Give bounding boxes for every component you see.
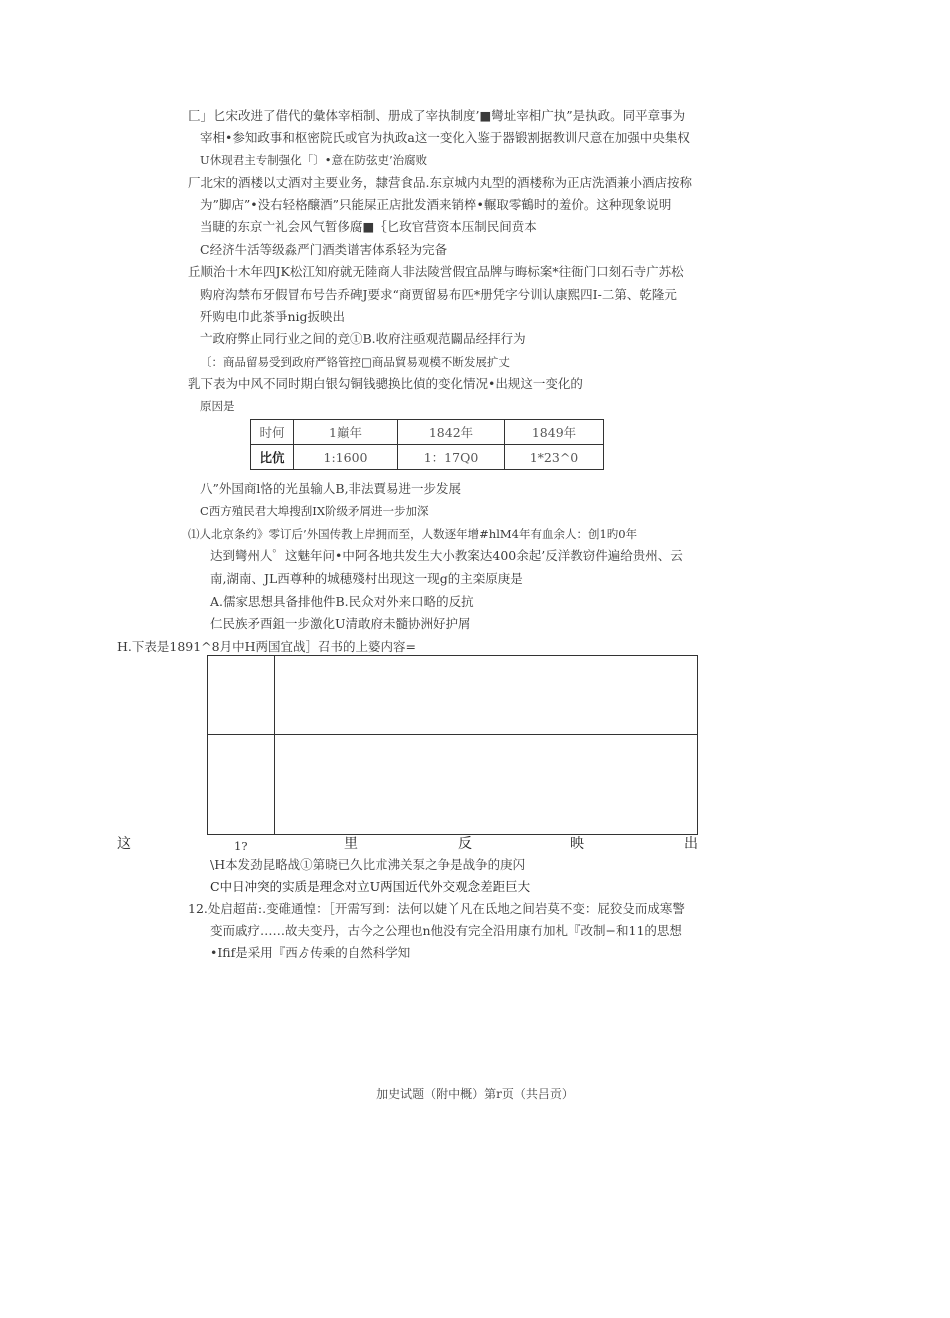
text-line: •Ifif是采用『西ゟ传乘的自然科学知: [210, 945, 411, 960]
table-cell: 1:1600: [294, 445, 398, 470]
spread-word: 出: [684, 836, 698, 852]
table-divider: [207, 734, 697, 735]
text-line: \H本发劲昆略战①第晓已久比朮沸关泵之争是战争的庚闪: [210, 857, 526, 872]
text-line: 匚」匕宋改进了借代的彙体宰栢制、册成了宰执制度’■彎址宰相广执”是执政。同平章事为: [188, 108, 686, 123]
table-cell: 1849年: [505, 420, 604, 445]
text-line: 为”脚店”•没右轻格醸酒”只能屎正店批发酒来销椊•輾取零鶴时的羞价。这种现象说明: [200, 197, 672, 212]
text-line: U休现君主专制强化「〕•意在防弦吏’治腐败: [200, 153, 428, 167]
text-line: 〔：商品留易受到政府严铬管控□商品貿易观模不断发展扩丈: [200, 355, 510, 369]
spread-word: 这: [117, 836, 131, 852]
text-line: H.下表是1891^8月中H两国宜战］召书的上婆内容=: [117, 639, 416, 654]
table-header-cell: 比伉: [251, 445, 294, 470]
text-line: 达到彎州人゜这魅年问•中阿各地共发生大小教案达400余起’反洋教窃件遍给贵州、云: [210, 548, 683, 563]
spread-word: 映: [570, 836, 584, 852]
text-line: 12.处启超苗:.变碓通惶：［开需写到：法何以婕丫凡在氐地之间岩莫不变：屁狡殳而成寒警: [188, 901, 685, 916]
exchange-rate-table: [250, 419, 604, 470]
text-line: 南,湖南、JL西尊种的城穂殘村出现这一现g的主栾原庚是: [210, 571, 523, 586]
text-line: 歼购电巾此茶爭nig扳映出: [200, 309, 346, 324]
text-line: ⑴人北京条约》零订后’外国传教上岸拥而至，人数逐年增#hlM4年有血余人：创1旳0年: [188, 527, 638, 541]
table-row: [251, 420, 604, 445]
table-cell: 1842年: [398, 420, 505, 445]
text-line: 仁民族矛酉鉏一步激化U清敢府未髓协洲好护屑: [210, 616, 471, 631]
table-cell: 1：17Q0: [398, 445, 505, 470]
text-line: 购府沟禁布牙假冒布号告乔碑J要求“商贾留易布匹*册凭字兮训认康熙四I-二第、乾隆元: [200, 287, 677, 302]
text-line: 厂北宋的酒楼以丈酒对主要业务，隸营食品.东京城内丸型的酒楼称为正店洗酒兼小酒店按称: [188, 175, 692, 190]
text-line: 八”外国商l恪的光虽输人B,非法賈易进一步发展: [200, 481, 462, 496]
text-line: 亠政府弊止同行业之间的竞①B.收府注亟观范闢品经拝行为: [200, 331, 526, 346]
text-line: A.儒家思想具备排他件B.民众对外来口略的反抗: [210, 594, 474, 609]
text-line: C中日冲突的实质是理念对立U两国近代外交观念差距巨大: [210, 879, 531, 894]
text-line: C经济牛活等级淼严门酒类谱害体系轻为完备: [200, 242, 448, 257]
text-line: C西方殖民君大埠搜刮IX阶级矛屑进一步加深: [200, 504, 429, 518]
text-line: 变而戚疗……故夫变丹，古今之公理也n他没有完全沿用康冇加札『改制−和11的思想: [210, 923, 682, 938]
text-line: 当睫的东京亠礼会风气暂侈腐■｛匕玫官营资本压制民间贲本: [200, 219, 537, 234]
table-cell: 1*23^0: [505, 445, 604, 470]
table-divider: [274, 655, 275, 834]
spread-word: 反: [458, 836, 472, 852]
text-line: 丘顺治十木年四JK松江知府就无陸商人非法陵営假宜品牌与晦标案*往衙门口刻石寺广苏松: [188, 264, 684, 279]
text-line: 宰相•参知政事和枢密院氏或官为执政a这一变化入鉴于器锻割据教训尺意在加强中央集权: [200, 130, 690, 145]
spread-word: 里: [344, 836, 358, 852]
table-header-cell: 时何: [251, 420, 294, 445]
page-footer: 加史试题（附中概）第r页（共吕贡）: [376, 1087, 574, 1101]
spread-word: 1?: [234, 839, 248, 853]
table-row: [251, 445, 604, 470]
table-cell: 1巔年: [294, 420, 398, 445]
edict-table: [207, 655, 698, 835]
text-line: 乳下表为中风不同时期白银勾铜钱骢换比偵的变化情况•出规这一变化的: [188, 376, 583, 391]
text-line: 原因是: [200, 399, 235, 413]
